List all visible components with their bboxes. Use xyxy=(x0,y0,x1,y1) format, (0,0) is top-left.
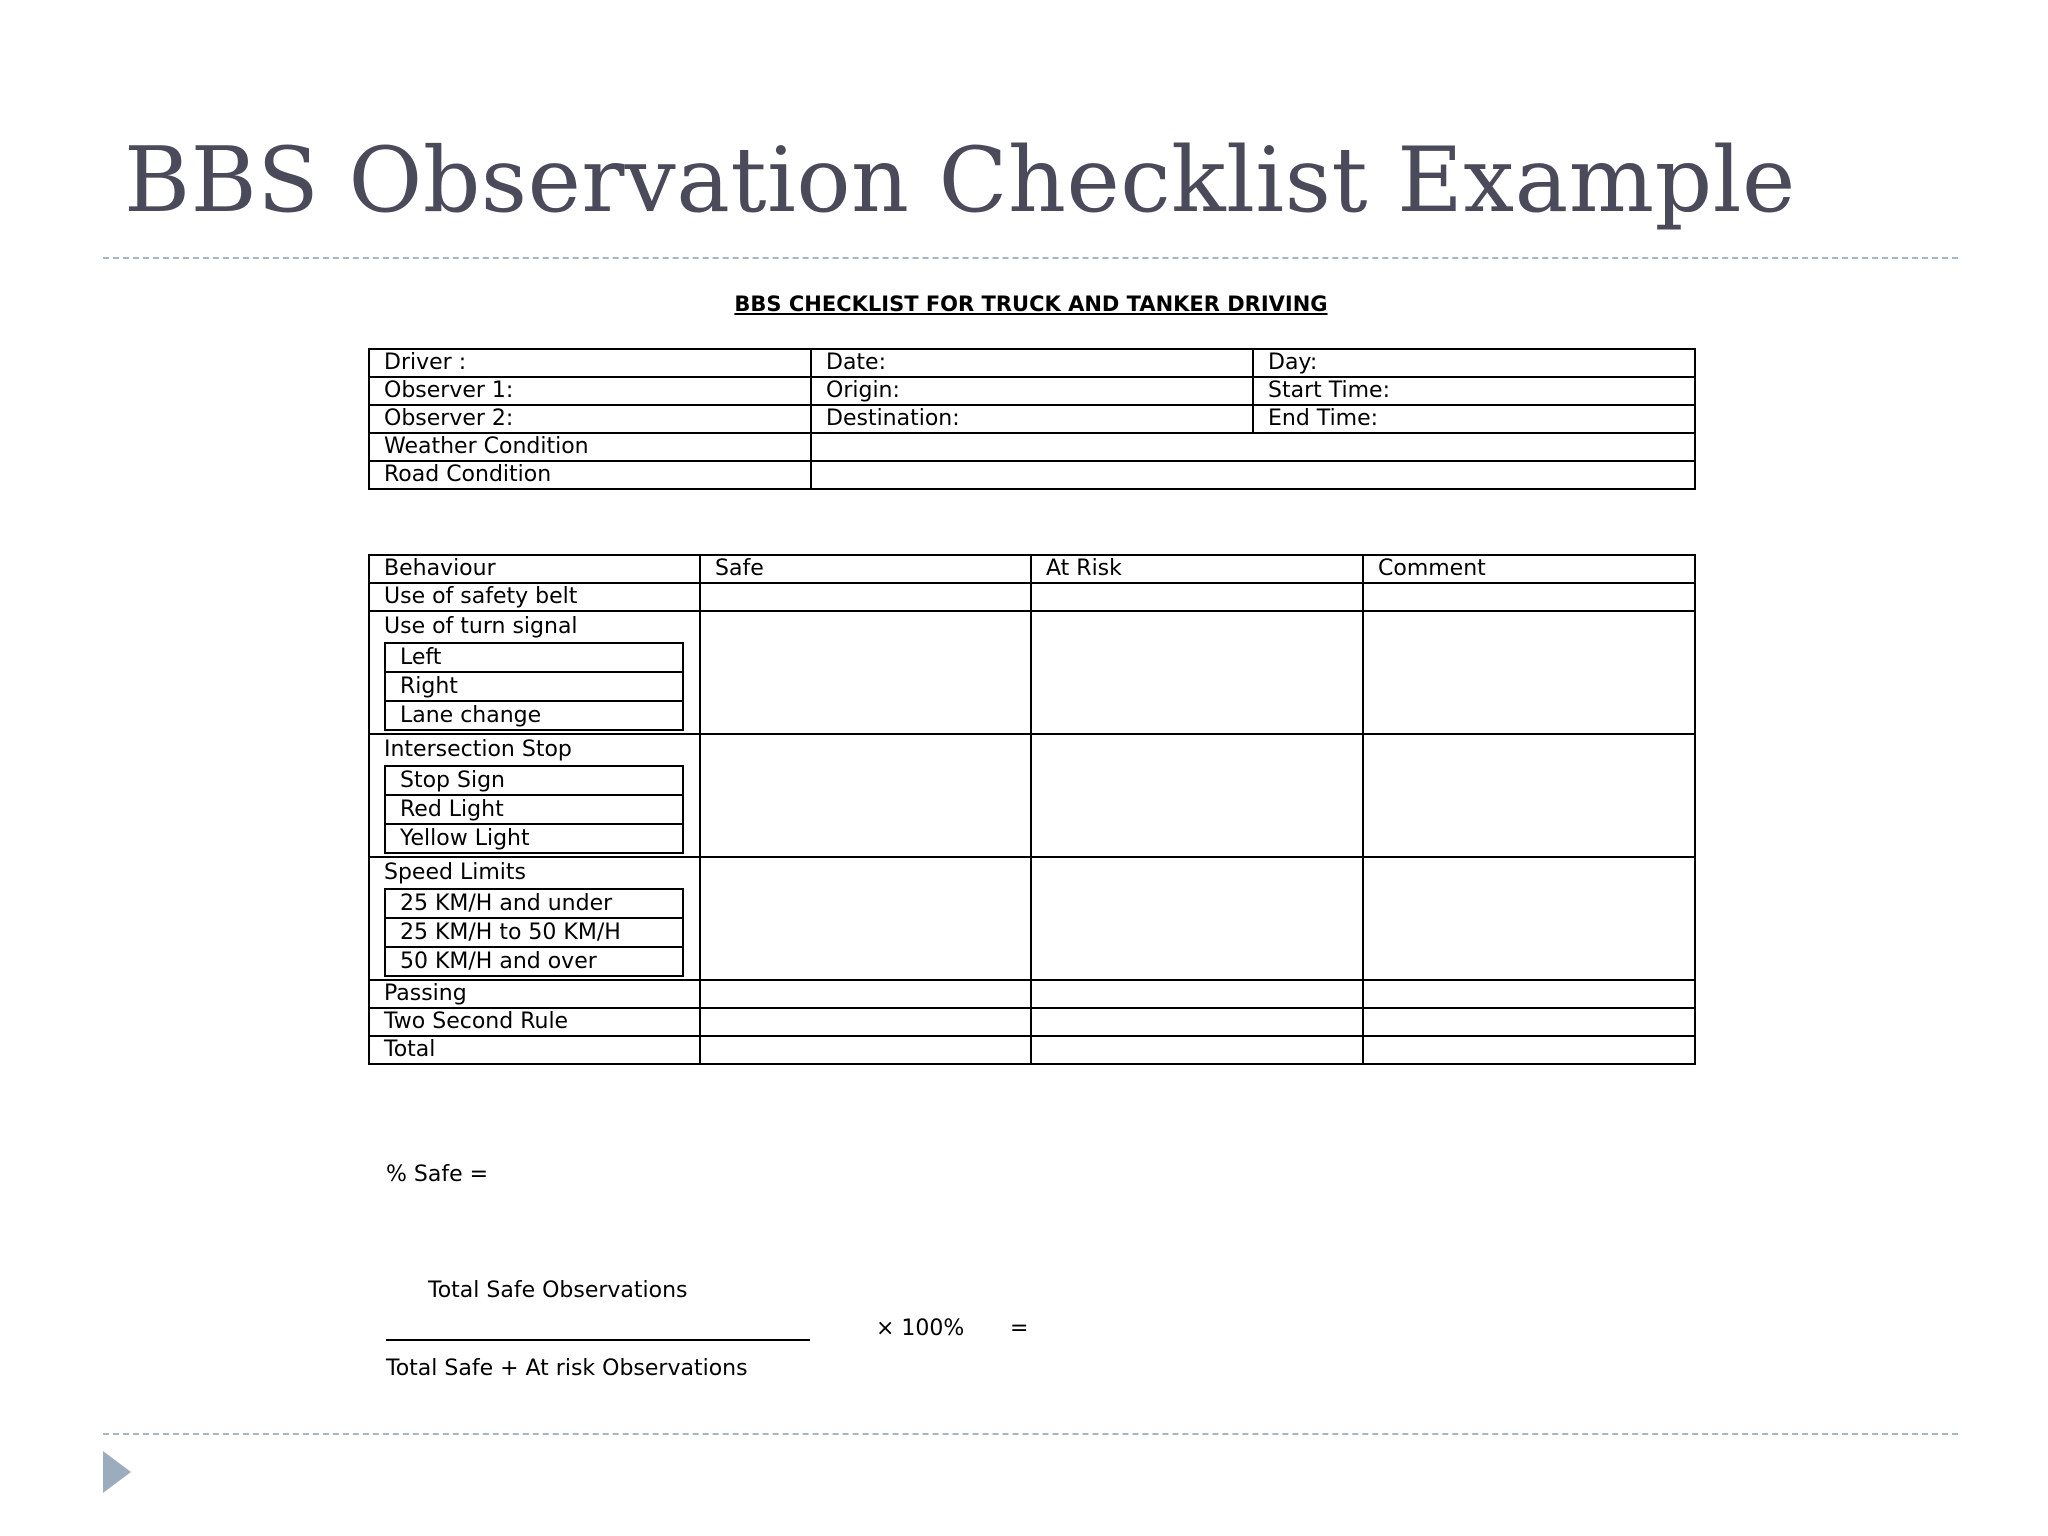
speed-limits-label: Speed Limits xyxy=(384,860,526,885)
table-row xyxy=(369,461,1695,489)
subitem-yellow-light: Yellow Light xyxy=(385,824,683,853)
safety-belt-safe-cell[interactable] xyxy=(700,583,1031,611)
header-comment: Comment xyxy=(1363,555,1695,583)
fraction-line xyxy=(386,1339,810,1341)
road-condition-field[interactable] xyxy=(811,461,1695,489)
bottom-dashed-divider xyxy=(103,1433,1958,1435)
behaviour-two-second-rule: Two Second Rule xyxy=(369,1008,700,1036)
table-row xyxy=(369,980,1695,1008)
end-time-field[interactable]: End Time: xyxy=(1253,405,1695,433)
intersection-at-risk-cell[interactable] xyxy=(1031,734,1363,857)
subitem-left: Left xyxy=(385,643,683,672)
observer-2-field[interactable]: Observer 2: xyxy=(369,405,811,433)
driver-field[interactable]: Driver : xyxy=(369,349,811,377)
behaviour-turn-signal xyxy=(369,611,700,734)
table-row xyxy=(369,1036,1695,1064)
date-field[interactable]: Date: xyxy=(811,349,1253,377)
behaviour-intersection-stop xyxy=(369,734,700,857)
table-row xyxy=(369,857,1695,980)
turn-signal-label: Use of turn signal xyxy=(384,614,578,639)
intersection-stop-label: Intersection Stop xyxy=(384,737,572,762)
two-second-comment-cell[interactable] xyxy=(1363,1008,1695,1036)
slide-title: BBS Observation Checklist Example xyxy=(124,128,1796,233)
table-row xyxy=(369,377,1695,405)
turn-signal-subitems xyxy=(384,642,684,731)
table-row xyxy=(369,433,1695,461)
subitem-right: Right xyxy=(385,672,683,701)
percent-safe-label: % Safe = xyxy=(386,1162,489,1187)
speed-limits-comment-cell[interactable] xyxy=(1363,857,1695,980)
table-row xyxy=(369,583,1695,611)
intersection-safe-cell[interactable] xyxy=(700,734,1031,857)
origin-field[interactable]: Origin: xyxy=(811,377,1253,405)
table-row xyxy=(369,611,1695,734)
subitem-25-to-50: 25 KM/H to 50 KM/H xyxy=(385,918,683,947)
table-header-row xyxy=(369,555,1695,583)
total-at-risk-cell[interactable] xyxy=(1031,1036,1363,1064)
passing-safe-cell[interactable] xyxy=(700,980,1031,1008)
formula-numerator: Total Safe Observations xyxy=(428,1278,688,1303)
total-safe-cell[interactable] xyxy=(700,1036,1031,1064)
formula-equals: = xyxy=(1010,1316,1029,1341)
document-title: BBS CHECKLIST FOR TRUCK AND TANKER DRIVING xyxy=(734,292,1328,316)
subitem-red-light: Red Light xyxy=(385,795,683,824)
subitem-25-and-under: 25 KM/H and under xyxy=(385,889,683,918)
turn-signal-comment-cell[interactable] xyxy=(1363,611,1695,734)
subitem-50-and-over: 50 KM/H and over xyxy=(385,947,683,976)
passing-comment-cell[interactable] xyxy=(1363,980,1695,1008)
intersection-subitems xyxy=(384,765,684,854)
intersection-comment-cell[interactable] xyxy=(1363,734,1695,857)
observer-1-field[interactable]: Observer 1: xyxy=(369,377,811,405)
subitem-lane-change: Lane change xyxy=(385,701,683,730)
top-dashed-divider xyxy=(103,257,1958,259)
header-behaviour: Behaviour xyxy=(369,555,700,583)
play-arrow-icon xyxy=(103,1451,131,1493)
turn-signal-at-risk-cell[interactable] xyxy=(1031,611,1363,734)
total-comment-cell[interactable] xyxy=(1363,1036,1695,1064)
table-row xyxy=(369,349,1695,377)
two-second-safe-cell[interactable] xyxy=(700,1008,1031,1036)
table-row xyxy=(369,1008,1695,1036)
behaviour-observation-table xyxy=(368,554,1696,1065)
formula-denominator: Total Safe + At risk Observations xyxy=(386,1356,748,1381)
formula-multiplier: × 100% xyxy=(876,1316,965,1341)
behaviour-speed-limits xyxy=(369,857,700,980)
subitem-stop-sign: Stop Sign xyxy=(385,766,683,795)
behaviour-passing: Passing xyxy=(369,980,700,1008)
turn-signal-safe-cell[interactable] xyxy=(700,611,1031,734)
speed-limits-subitems xyxy=(384,888,684,977)
header-safe: Safe xyxy=(700,555,1031,583)
speed-limits-safe-cell[interactable] xyxy=(700,857,1031,980)
safety-belt-comment-cell[interactable] xyxy=(1363,583,1695,611)
table-row xyxy=(369,405,1695,433)
destination-field[interactable]: Destination: xyxy=(811,405,1253,433)
behaviour-total: Total xyxy=(369,1036,700,1064)
start-time-field[interactable]: Start Time: xyxy=(1253,377,1695,405)
weather-condition-label: Weather Condition xyxy=(369,433,811,461)
header-at-risk: At Risk xyxy=(1031,555,1363,583)
table-row xyxy=(369,734,1695,857)
road-condition-label: Road Condition xyxy=(369,461,811,489)
two-second-at-risk-cell[interactable] xyxy=(1031,1008,1363,1036)
day-field[interactable]: Day: xyxy=(1253,349,1695,377)
driver-info-table xyxy=(368,348,1696,490)
passing-at-risk-cell[interactable] xyxy=(1031,980,1363,1008)
behaviour-safety-belt: Use of safety belt xyxy=(369,583,700,611)
safety-belt-at-risk-cell[interactable] xyxy=(1031,583,1363,611)
weather-condition-field[interactable] xyxy=(811,433,1695,461)
speed-limits-at-risk-cell[interactable] xyxy=(1031,857,1363,980)
